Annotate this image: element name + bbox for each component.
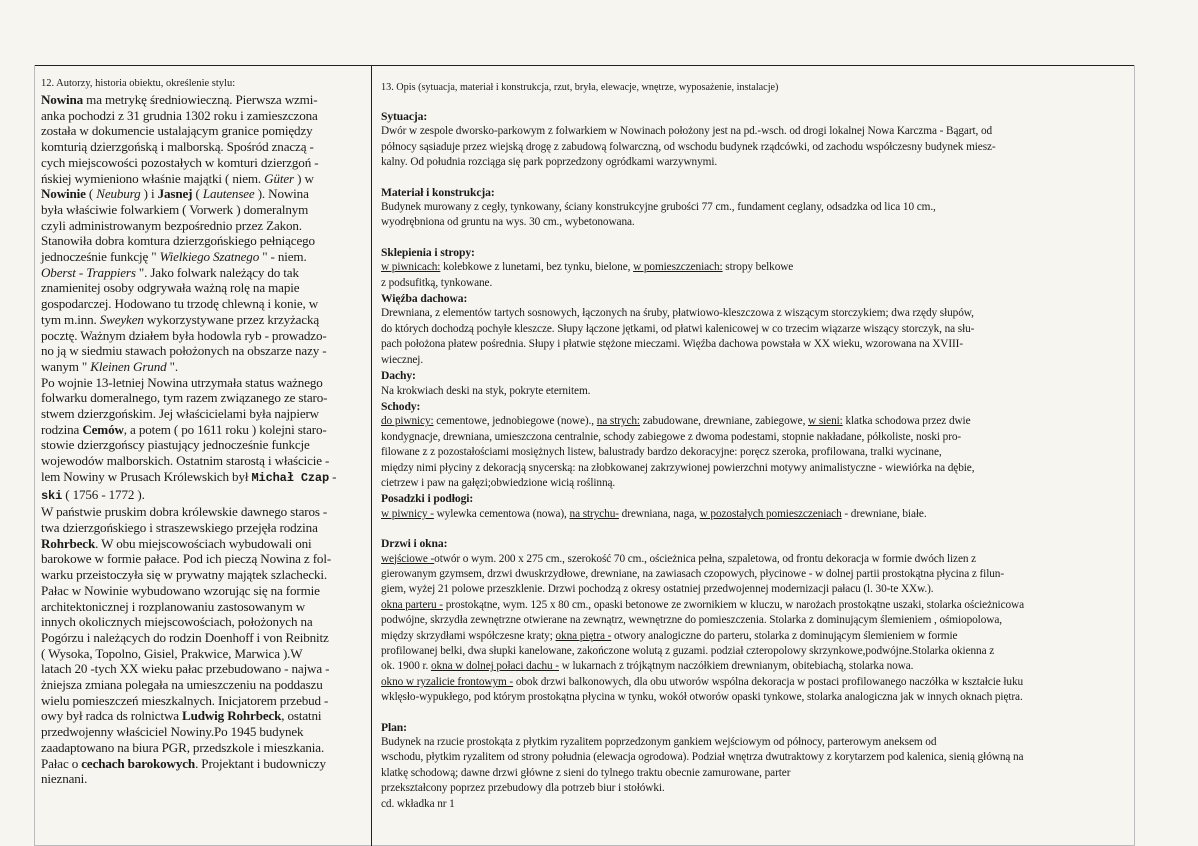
- schody-line: między nimi płyciny z dekoracją snycerską: na złobkowanej zakrzywionej powierzchni motywy animalistyczne - wiewiórka na dębie,: [381, 461, 975, 474]
- plan-line: wschodu, płytkim ryzalitem od strony południa (elewacja ogrodowa). Podział wnętrza dwutraktowy z korytarzem pod kalenica, sienią główną na: [381, 751, 1024, 764]
- history-line: architektonicznej i rozplanowaniu zastosowanym w: [41, 598, 306, 614]
- history-line: W państwie pruskim dobra królewskie dawnego staros -: [41, 504, 328, 520]
- history-line: żniejsza zmiana polegała na umieszczeniu na poddaszu: [41, 677, 323, 693]
- wiezba-line: Drewniana, z elementów tartych sosnowych, łączonych na śruby, płatwiowo-kleszczowa z wiszącym storczykiem; dwa rzędy słupów,: [381, 307, 974, 320]
- schody-line: cietrzew i paw na gałęzi;obwiedzione wicią roślinną.: [381, 476, 616, 489]
- drzwi-line: gierowanym gzymsem, drzwi dwuskrzydłowe, drewniane, na zawiasach czopowych, płycinowe - w dolnej partii prostokątna płycina z filun-: [381, 567, 1004, 580]
- section-heading-wiezba: Więźba dachowa:: [381, 292, 468, 306]
- sytuacja-line: kalny. Od południa rozciąga się park poprzedzony ogródkami warzywnymi.: [381, 156, 718, 169]
- history-line: ski ( 1756 - 1772 ).: [41, 486, 145, 503]
- history-line: innych okolicznych miejscowościach, położonych na: [41, 614, 313, 630]
- okna-line: podwójne, skrzydła zewnętrzne otwierane na zewnątrz, wewnętrzne do pomieszczenia. Stolarka z dominującym ślemieniem , ośmiopolowa,: [381, 614, 1002, 627]
- history-line: owy był radca ds rolnictwa Ludwig Rohrbeck, ostatni: [41, 708, 322, 724]
- history-line: ( Wysoka, Topolno, Gisiel, Prakwice, Marwica ).W: [41, 645, 303, 661]
- history-line: latach 20 -tych XX wieku pałac przebudowano - najwa -: [41, 661, 330, 677]
- okna-line: między skrzydłami współczesne kraty; okna piętra - otwory analogiczne do parteru, stolarka z dominującym ślemieniem w formie: [381, 629, 958, 642]
- section-heading-drzwi: Drzwi i okna:: [381, 537, 448, 551]
- posadzki-line: w piwnicy - wylewka cementowa (nowa), na strychu- drewniana, naga, w pozostałych pomieszczeniach - drewniane, białe.: [381, 507, 927, 520]
- history-line: pocztę. Ważnym działem była hodowla ryb - prowadzo-: [41, 327, 327, 343]
- history-line: wojewodów malborskich. Ostatnim starostą i właścicie -: [41, 453, 330, 469]
- history-line: stwem dzierzgońskim. Jej właścicielami była najpierw: [41, 406, 319, 422]
- section-heading-sytuacja: Sytuacja:: [381, 110, 428, 123]
- okna-line: profilowanej belki, dwa słupki kanelowane, zakończone wolutą z guzami. podział czteropolowy skrzynkowe,podwójne.Stolarka okienna z: [381, 645, 995, 657]
- history-line: Po wojnie 13-letniej Nowina utrzymała status ważnego: [41, 374, 323, 390]
- history-line: Nowinie ( Neuburg ) i Jasnej ( Lautensee ). Nowina: [41, 186, 309, 202]
- okna-line: ok. 1900 r. okna w dolnej połaci dachu - w lukarnach z trójkątnym naczółkiem drewnianym, obitebiachą, stolarka nowa.: [381, 660, 914, 673]
- history-line: czyli administrowanym bezpośrednio przez Zakon.: [41, 217, 302, 233]
- wiezba-line: wiecznej.: [381, 353, 424, 366]
- description-text: [381, 109, 1133, 812]
- history-line: stowie dzierzgońscy piastujący jednocześnie funkcje: [41, 437, 310, 453]
- history-line: Pałac w Nowinie wybudowano wzorując się na formie: [41, 582, 320, 598]
- plan-line: przekształcony poprzez przebudowy dla potrzeb biur i stołówki.: [381, 782, 665, 795]
- history-line: gospodarczej. Hodowano tu trzodę chlewną i konie, w: [41, 296, 319, 312]
- history-line: folwarku domeralnego, tym razem związanego ze staro-: [41, 390, 328, 406]
- history-line: wielu pomieszczeń mieszkalnych. Inicjatorem przebud -: [41, 692, 329, 708]
- history-line: Oberst - Trappiers ". Jako folwark należący do tak: [41, 264, 299, 280]
- sklepienia-line: w piwnicach: kolebkowe z lunetami, bez tynku, bielone, w pomieszczeniach: stropy belkowe: [381, 261, 794, 274]
- history-line: no ją w siedmiu stawach położonych na obszarze nazy -: [41, 343, 327, 359]
- okna-line: okno w ryzalicie frontowym - obok drzwi balkonowych, dla obu utworów wspólna dekoracja w postaci profilowanego naczółka w kształcie łuku: [381, 675, 1024, 688]
- history-line: została w dokumencie ustalającym granice pomiędzy: [41, 123, 313, 139]
- section-heading-sklepienia: Sklepienia i stropy:: [381, 245, 475, 259]
- history-line: cych miejscowości pozostałych w komturi dzierzgoń -: [41, 154, 319, 170]
- history-line: Nowina ma metrykę średniowieczną. Pierwsza wzmi-: [41, 92, 318, 107]
- history-line: przedwojenny właściciel Nowiny.Po 1945 budynek: [41, 724, 304, 740]
- right-border: [1134, 65, 1135, 846]
- section-heading-material: Materiał i konstrukcja:: [381, 185, 495, 199]
- drzwi-line: giem, wyżej 21 polowe przeszklenie. Drzwi pochodzą z okresy ostatniej przedwojennej modernizacji pałacu (l. 30-te XXw.).: [381, 583, 934, 596]
- continuation-note: cd. wkładka nr 1: [381, 797, 455, 810]
- schody-line: filowane z z pozostałościami mosiężnych listew, balustrady bardzo dekoracyjne: poręcz szeroka, profilowana, tralki wycinane,: [381, 446, 942, 459]
- history-text: [41, 92, 363, 787]
- history-line: Pałac o cechach barokowych. Projektant i budowniczy: [41, 755, 326, 771]
- wiezba-line: do których dochodzą pochyłe kleszcze. Słupy łączone jętkami, od płatwi kalenicowej w co trzecim wiązarze wiszący storczyk, na słu-: [381, 322, 975, 335]
- history-line: barokowe w formie pałace. Pod ich pieczą Nowina z fol-: [41, 551, 332, 567]
- okna-line: okna parteru - prostokątne, wym. 125 x 80 cm., opaski betonowe ze zwornikiem w kluczu, w narożach prostokątne uszaki, stolarka ościeżnicowa: [381, 598, 1025, 611]
- history-line: twa dzierzgońskiego i straszewskiego przejęła rodzina: [41, 519, 318, 535]
- sytuacja-line: Dwór w zespole dworsko-parkowym z folwarkiem w Nowinach położony jest na pd.-wsch. od drogi lokalnej Nowa Karczma - Bągart, od: [381, 125, 993, 138]
- plan-line: Budynek na rzucie prostokąta z płytkim ryzalitem poprzedzonym gankiem wejściowym od północy, parterowym aneksem od: [381, 736, 937, 749]
- history-line: zaadaptowano na biura PGR, przedszkole i mieszkania.: [41, 739, 325, 755]
- history-line: wanym " Kleinen Grund ".: [41, 358, 178, 374]
- dachy-line: Na krokwiach deski na styk, pokryte eternitem.: [381, 384, 591, 397]
- history-line: znamienitej osoby odgrywała ważną rolę na mapie: [41, 280, 300, 296]
- history-line: Pogórzu i należących do rodzin Doenhoff i von Reibnitz: [41, 629, 329, 645]
- okna-line: wklęsło-wypukłego, pod którym prostokątna płycina w tynku, wokół otworów opaski tynkowe, stolarka analogiczna jak w innych oknach piętra.: [381, 691, 1023, 704]
- history-line: jednocześnie funkcję " Wielkiego Szatnego " - niem.: [41, 249, 307, 265]
- section-heading-posadzki: Posadzki i podłogi:: [381, 492, 474, 506]
- history-line: Stanowiła dobra komtura dzierzgońskiego pełniącego: [41, 233, 315, 249]
- plan-line: klatkę schodową; dawne drzwi główne z sieni do tylnego traktu obecnie zamurowane, parter: [381, 766, 791, 779]
- section-heading-plan: Plan:: [381, 720, 407, 734]
- sklepienia-line: z podsufitką, tynkowane.: [381, 276, 493, 289]
- history-heading: 12. Autorzy, historia obiektu, określenie stylu:: [41, 78, 236, 89]
- material-line: Budynek murowany z cegły, tynkowany, ściany konstrukcyjne grubości 77 cm., fundament ceglany, odsadzka od lica 10 cm.,: [381, 201, 936, 214]
- history-line: rodzina Cemów, a potem ( po 1611 roku ) kolejni staro-: [41, 421, 327, 437]
- column-divider: [371, 65, 372, 846]
- section-heading-dachy: Dachy:: [381, 369, 416, 383]
- history-line: anka pochodzi z 31 grudnia 1302 roku i zamieszczona: [41, 107, 318, 123]
- history-line: tym m.inn. Sweyken wykorzystywane przez krzyżacką: [41, 311, 320, 327]
- history-line: lem Nowiny w Prusach Królewskich był Michał Czap -: [41, 468, 337, 485]
- left-border: [34, 65, 35, 846]
- sytuacja-line: północy sąsiaduje przez wiejską drogę z zabudową folwarczną, od wschodu budynek rządcówki, od zachodu współczesny budynek miesz-: [381, 140, 996, 153]
- drzwi-line: wejściowe -otwór o wym. 200 x 275 cm., szerokość 70 cm., ościeżnica pełna, szpaletowa, od frontu dekoracja w formie dwóch lizen z: [381, 552, 977, 565]
- history-line: nieznani.: [41, 771, 88, 787]
- history-line: warku przeistoczyła się w prywatny majątek szlachecki.: [41, 567, 328, 583]
- description-column: [381, 81, 1133, 812]
- history-column: [41, 77, 363, 787]
- section-heading-schody: Schody:: [381, 399, 421, 413]
- wiezba-line: pach położona płatew pośrednia. Słupy i płatwie stężone mieczami. Więźba dachowa powstała w XX wieku, wzorowana na XVIII-: [381, 338, 964, 351]
- schody-line: kondygnacje, drewniana, umieszczona centralnie, schody zabiegowe z dwoma podestami, stopnie nakładane, półkoliste, noski pro-: [381, 430, 962, 443]
- history-line: Rohrbeck. W obu miejscowościach wybudowali oni: [41, 535, 312, 551]
- description-heading: 13. Opis (sytuacja, materiał i konstrukcja, rzut, bryła, elewacje, wnętrze, wyposażenie, instalacje): [381, 82, 779, 93]
- schody-line: do piwnicy: cementowe, jednobiegowe (nowe)., na strych: zabudowane, drewniane, zabiegowe, w sieni: klatka schodowa przez dwie: [381, 415, 971, 428]
- history-line: ńskiej wymieniono właśnie majątki ( niem. Güter ) w: [41, 170, 314, 186]
- top-rule: [35, 65, 1135, 66]
- material-line: wyodrębniona od gruntu na wys. 30 cm., wybetonowana.: [381, 216, 635, 229]
- history-line: była właściwie folwarkiem ( Vorwerk ) domeralnym: [41, 201, 309, 217]
- history-line: komturią dzierzgońską i malborską. Spośród znaczą -: [41, 139, 314, 155]
